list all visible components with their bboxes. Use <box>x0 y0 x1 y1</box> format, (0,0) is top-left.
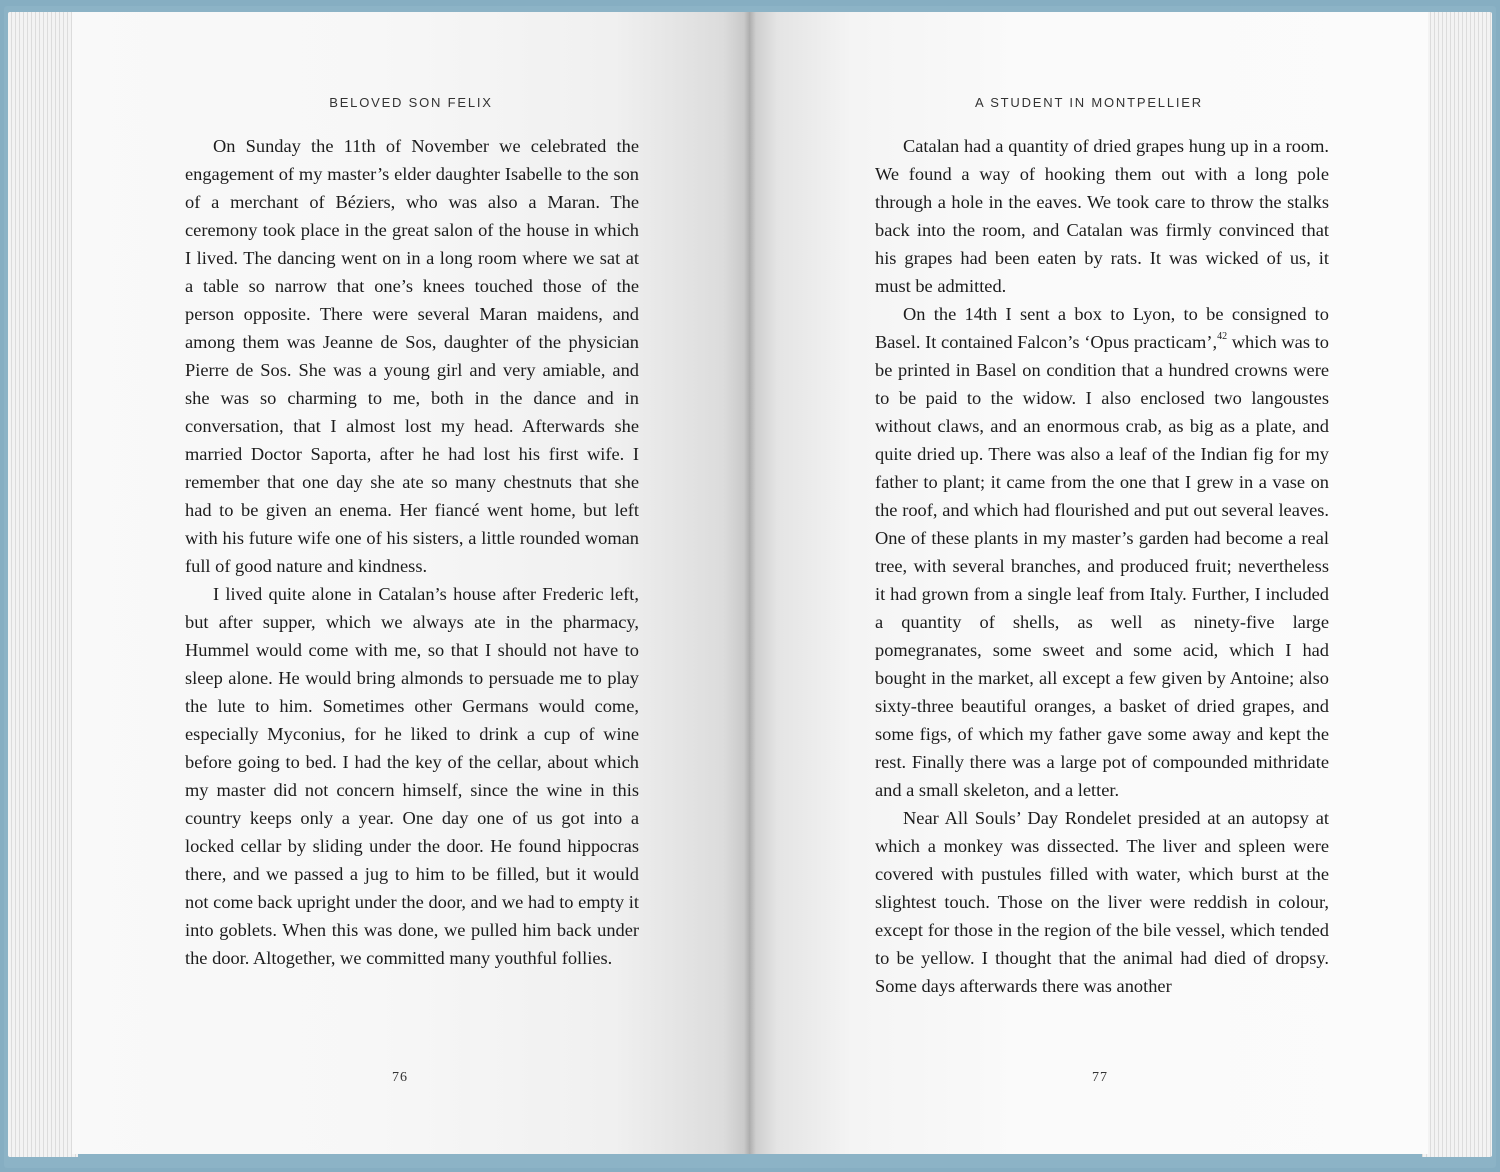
left-page-edges <box>8 12 78 1157</box>
right-page-text <box>875 132 1329 1000</box>
left-page-text <box>185 132 639 972</box>
paragraph-text: On the 14th I sent a box to Lyon, to be consigned to Basel. It contained Falcon’s ‘Opus practicam’, <box>875 304 1329 352</box>
book-gutter <box>744 12 756 1154</box>
footnote-marker: 42 <box>1217 330 1228 342</box>
left-page <box>72 12 750 1154</box>
right-page <box>750 12 1428 1154</box>
page-number-left: 76 <box>392 1070 408 1085</box>
paragraph: On Sunday the 11th of November we celebrated the engagement of my master’s elder daughter Isabelle to the son of a merchant of Béziers, who was also a Maran. The ceremony took place in the great salon of the house in which I lived. The dancing went on in a long room where we sat at a table so narrow that one’s knees touched those of the person opposite. There were several Maran maidens, and among them was Jeanne de Sos, daughter of the physician Pierre de Sos. She was a young girl and very amiable, and she was so charming to me, both in the dance and in conversation, that I almost lost my head. Afterwards she married Doctor Saporta, after he had lost his first wife. I remember that one day she ate so many chestnuts that she had to be given an enema. Her fiancé went home, but left with his future wife one of his sisters, a little rounded woman full of good nature and kindness. <box>185 136 639 576</box>
paragraph: I lived quite alone in Catalan’s house after Frederic left, but after supper, which we always ate in the pharmacy, Hummel would come with me, so that I should not have to sleep alone. He would bring almonds to persuade me to play the lute to him. Sometimes other Germans would come, especially Myconius, for he liked to drink a cup of wine before going to bed. I had the key of the cellar, about which my master did not concern himself, since the wine in this country keeps only a year. One day one of us got into a locked cellar by sliding under the door. He found hippocras there, and we passed a jug to him to be filled, but it would not come back upright under the door, and we had to empty it into goblets. When this was done, we pulled him back under the door. Altogether, we committed many youthful follies. <box>185 584 639 968</box>
running-head-left: BELOVED SON FELIX <box>329 95 493 110</box>
page-number-right: 77 <box>1092 1070 1108 1085</box>
paragraph: Catalan had a quantity of dried grapes hung up in a room. We found a way of hooking them out with a long pole through a hole in the eaves. We took care to throw the stalks back into the room, and Catalan was firmly convinced that his grapes had been eaten by rats. It was wicked of us, it must be admitted. <box>875 136 1329 296</box>
running-head-right: A STUDENT IN MONTPELLIER <box>975 95 1203 110</box>
paragraph <box>875 300 1329 804</box>
paragraph-text: which was to be printed in Basel on condition that a hundred crowns were to be paid to the widow. I also enclosed two langoustes without claws, and an enormous crab, as big as a plate, and quite dried up. There was also a leaf of the Indian fig for my father to plant; it came from the one that I grew in a vase on the roof, and which had flourished and put out several leaves. One of these plants in my master’s garden had become a real tree, with several branches, and produced fruit; nevertheless it had grown from a single leaf from Italy. Further, I included a quantity of shells, as well as ninety-five large pomegranates, some sweet and some acid, which I had bought in the market, all except a few given by Antoine; also sixty-three beautiful oranges, a basket of dried grapes, and some figs, of which my father gave some away and kept the rest. Finally there was a large pot of compounded mithridate and a small skeleton, and a letter. <box>875 332 1329 800</box>
right-page-edges <box>1422 12 1492 1157</box>
paragraph: Near All Souls’ Day Rondelet presided at an autopsy at which a monkey was dissected. The liver and spleen were covered with pustules filled with water, which burst at the slightest touch. Those on the liver were reddish in colour, except for those in the region of the bile vessel, which tended to be yellow. I thought that the animal had died of dropsy. Some days afterwards there was another <box>875 808 1329 996</box>
